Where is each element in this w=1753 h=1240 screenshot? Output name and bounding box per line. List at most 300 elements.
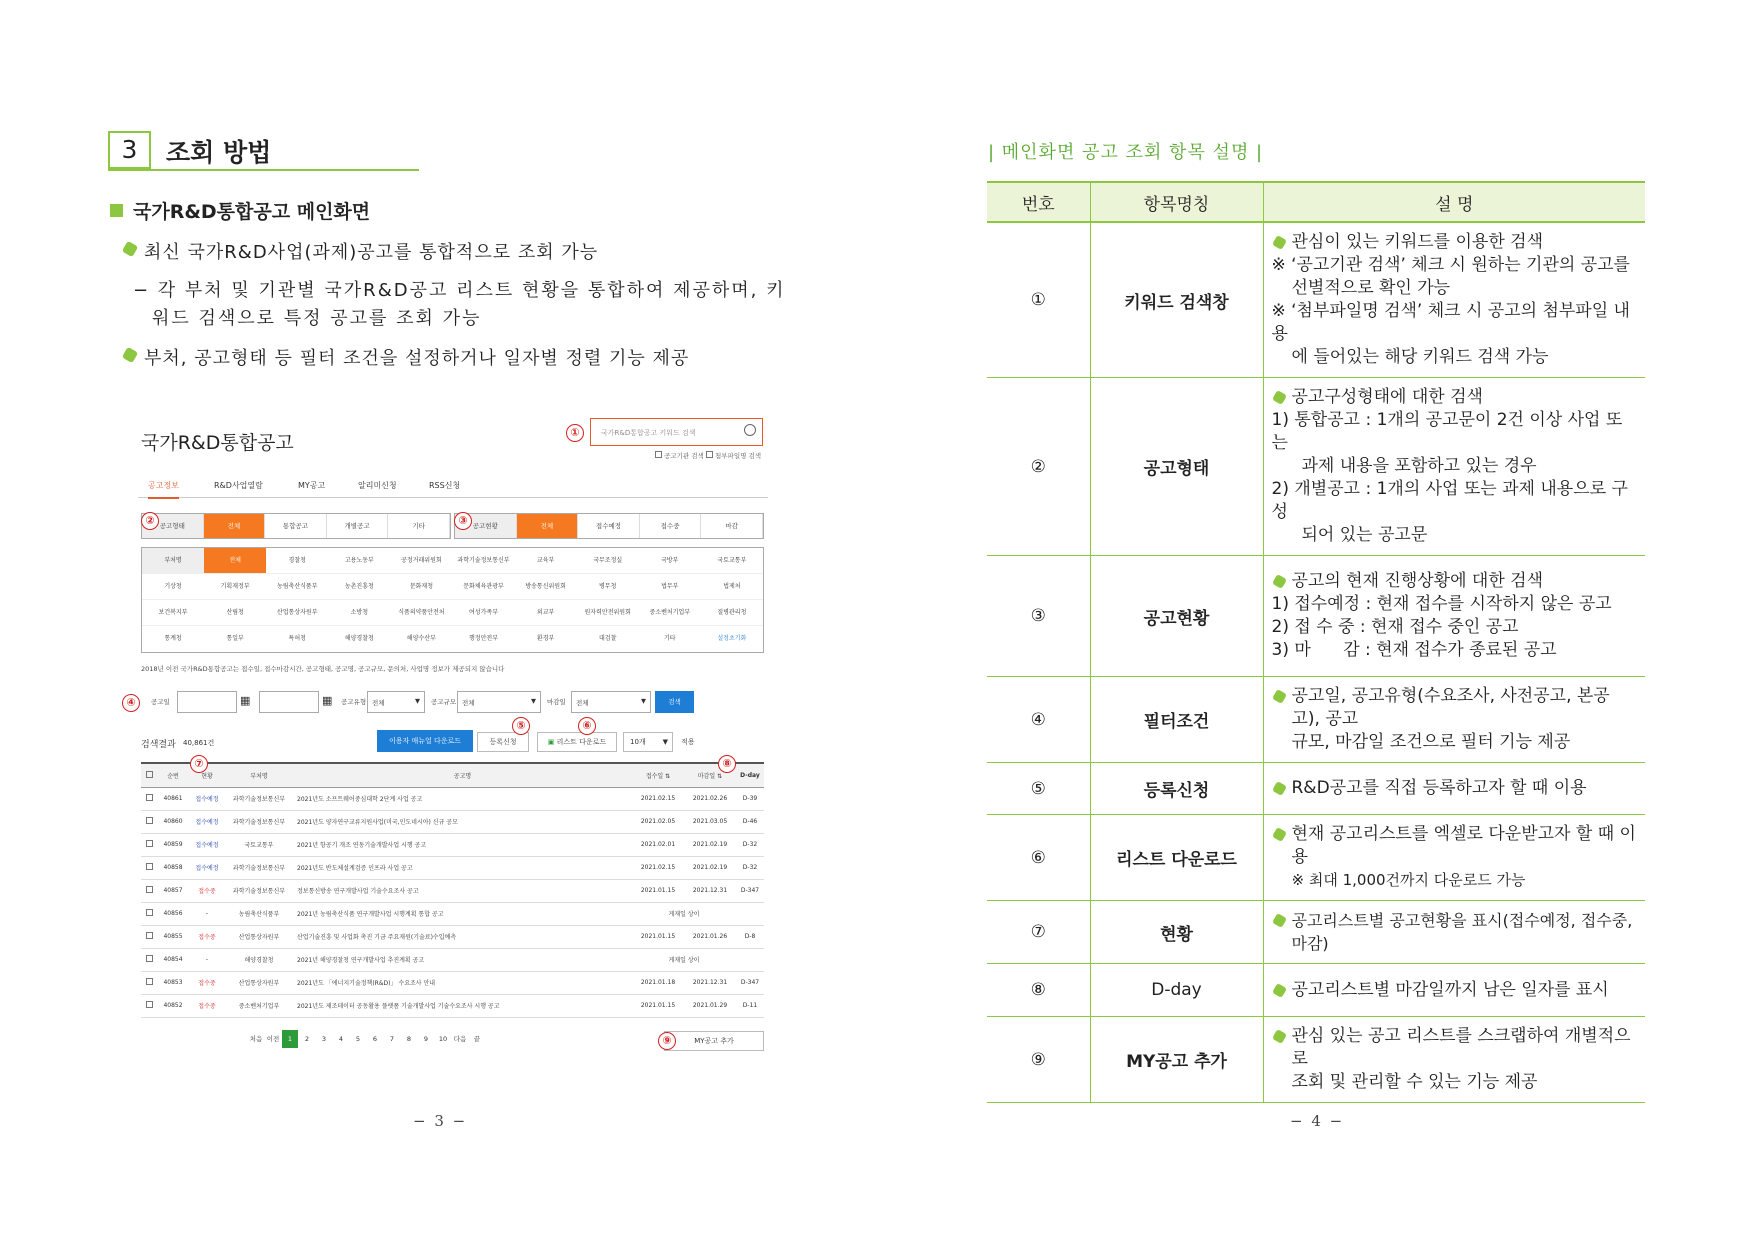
marker-3: ③ (454, 512, 472, 530)
table-row[interactable] (141, 856, 764, 879)
bullet-icon (1271, 689, 1286, 704)
page-link[interactable]: 1 (282, 1030, 298, 1048)
col-end-date-label: 마감일 (697, 772, 716, 780)
type-filter (141, 513, 451, 539)
dept-option[interactable]: 행정안전부 (469, 635, 498, 642)
dept-option[interactable]: 전체 (204, 548, 266, 573)
dept-option[interactable]: 특허청 (288, 635, 306, 642)
dept-option[interactable]: 여성가족부 (469, 609, 498, 616)
status-option-all[interactable]: 전체 (517, 514, 579, 538)
excel-icon: ▣ (547, 738, 555, 746)
dept-option[interactable]: 병무청 (599, 583, 617, 590)
cell-status: 접수예정 (189, 810, 225, 833)
type-label: 공고유형 (341, 698, 367, 706)
cell-end: 2021.01.29 (684, 994, 736, 1017)
bullet-1 (124, 238, 598, 264)
cell-end: 2021.02.19 (684, 833, 736, 856)
desc-line: 선별적으로 확인 가능 (1291, 278, 1451, 298)
type-option-individual[interactable]: 개별공고 (327, 514, 389, 538)
dept-option[interactable]: 교육부 (536, 557, 555, 564)
cell-title[interactable]: 2021년 항공기 개조 연동기술개발사업 시행 공고 (293, 833, 632, 856)
section-number: 3 (108, 131, 151, 169)
row-checkbox[interactable] (146, 955, 153, 962)
row-checkbox[interactable] (146, 840, 153, 847)
hexagon-bullet-icon (122, 241, 138, 257)
desc-row (987, 964, 1645, 1017)
marker-9: ⑨ (658, 1032, 676, 1050)
desc-row (987, 763, 1645, 815)
row-name: 필터조건 (1090, 677, 1263, 763)
subheading-text: 국가R&D통합공고 메인화면 (133, 201, 371, 223)
cell-no: 40860 (157, 810, 189, 833)
deadline-select-value: 전체 (576, 699, 589, 707)
cell-dday: D-46 (736, 810, 764, 833)
pagination (248, 1030, 486, 1048)
row-checkbox[interactable] (146, 932, 153, 939)
desc-row (987, 901, 1645, 964)
bullet-2-text: 부처, 공고형태 등 필터 조건을 설정하거나 일자별 정렬 기능 제공 (144, 348, 690, 369)
col-no: 순번 (157, 763, 189, 787)
cell-dday (736, 948, 764, 971)
row-description (1263, 901, 1645, 964)
department-filter (141, 547, 764, 653)
row-checkbox[interactable] (146, 1001, 153, 1008)
type-select-value: 전체 (372, 699, 385, 707)
end-date-input[interactable] (259, 691, 319, 713)
dept-option[interactable]: 경찰청 (288, 557, 306, 564)
cell-status: 접수예정 (189, 833, 225, 856)
cell-no: 40857 (157, 879, 189, 902)
dept-option[interactable]: 중소벤처기업부 (649, 609, 691, 616)
cell-dept: 과학기술정보통신부 (225, 856, 293, 879)
cell-no: 40854 (157, 948, 189, 971)
desc-line: 현재 공고리스트를 엑셀로 다운받고자 할 때 이용 (1291, 824, 1636, 867)
cell-dday (736, 902, 764, 925)
dash-line-1: − 각 부처 및 기관별 국가R&D공고 리스트 현황을 통합하여 제공하며, 키 (133, 280, 786, 301)
result-count: 40,861건 (183, 739, 215, 747)
list-download-label: 리스트 다운로드 (556, 738, 607, 746)
legacy-notice: 2018년 이전 국가R&D통합공고는 접수일, 접수마감시간, 공고형태, 공고명, 공고규모, 문의처, 사업명 정보가 제공되지 않습니다 (141, 665, 505, 673)
table-row[interactable] (141, 902, 764, 925)
bullet-1-text: 최신 국가R&D사업(과제)공고를 통합적으로 조회 가능 (144, 242, 599, 263)
cell-title[interactable]: 2021년도 소프트웨어중심대학 2단계 사업 공고 (293, 787, 632, 810)
desc-line: 1) 통합공고 : 1개의 공고문이 2건 이상 사업 또는 (1271, 410, 1623, 453)
cell-date-merged: 게재일 상이 (632, 902, 736, 925)
cell-dday: D-347 (736, 879, 764, 902)
desc-line: R&D공고를 직접 등록하고자 할 때 이용 (1291, 778, 1587, 798)
desc-header-row (987, 182, 1645, 222)
menu-item-my-notice[interactable]: MY공고 (298, 481, 326, 490)
dept-option[interactable]: 통일부 (226, 635, 244, 642)
desc-row (987, 222, 1645, 378)
page-size-value: 10개 (630, 738, 646, 746)
cell-dday: D-32 (736, 833, 764, 856)
chevron-down-icon: ▼ (662, 738, 668, 746)
page-link[interactable]: 8 (406, 1035, 412, 1043)
page-link[interactable]: 9 (423, 1035, 429, 1043)
cell-status: 접수예정 (189, 856, 225, 879)
row-name: 현황 (1090, 901, 1263, 964)
desc-line: ※ ‘첨부파일명 검색’ 체크 시 공고의 첨부파일 내용 (1271, 301, 1630, 344)
cell-title[interactable]: 산업기술진흥 및 사업화 촉진 기금 주요재원(기술료)수입예측 (293, 925, 632, 948)
chevron-down-icon: ▼ (415, 697, 420, 705)
cell-no: 40852 (157, 994, 189, 1017)
cell-title[interactable]: 2021년 농림축산식품 연구개발사업 시행계획 통합 공고 (293, 902, 632, 925)
row-description (1263, 378, 1645, 556)
row-checkbox[interactable] (146, 886, 153, 893)
row-number: ③ (987, 556, 1090, 677)
apply-button[interactable]: 적용 (681, 738, 695, 746)
description-table (987, 181, 1645, 1103)
menu-item-rnd-projects[interactable]: R&D사업열람 (214, 481, 263, 490)
page-link[interactable]: 6 (372, 1035, 378, 1043)
search-placeholder: 국가R&D통합공고 키워드 검색 (601, 429, 696, 437)
page-link[interactable]: 10 (438, 1035, 448, 1043)
cell-no: 40855 (157, 925, 189, 948)
cell-status: - (189, 902, 225, 925)
dept-option[interactable]: 기획재정부 (220, 583, 250, 590)
my-notice-add-button[interactable]: MY공고 추가 (664, 1031, 764, 1051)
cell-dept: 과학기술정보통신부 (225, 879, 293, 902)
page-number-left: − 3 − (413, 1112, 468, 1130)
dept-option[interactable]: 대검찰 (599, 635, 617, 642)
cell-dday: D-347 (736, 971, 764, 994)
marker-4: ④ (122, 694, 140, 712)
table-row[interactable] (141, 879, 764, 902)
dept-option[interactable]: 국방부 (661, 557, 679, 564)
cell-no: 40859 (157, 833, 189, 856)
section-header (108, 131, 419, 171)
cell-dday: D-8 (736, 925, 764, 948)
cell-dept: 중소벤처기업부 (225, 994, 293, 1017)
cell-start: 2021.01.18 (632, 971, 684, 994)
desc-line: 공고일, 공고유형(수요조사, 사전공고, 본공고), 공고 (1291, 686, 1610, 729)
marker-7: ⑦ (190, 755, 208, 773)
cell-title[interactable]: 정보통신방송 연구개발사업 기술수요조사 공고 (293, 879, 632, 902)
desc-line: 공고의 현재 진행상황에 대한 검색 (1291, 571, 1544, 591)
cell-start: 2021.02.15 (632, 856, 684, 879)
chevron-down-icon: ▼ (531, 697, 536, 705)
list-download-button[interactable] (537, 732, 617, 752)
dept-option[interactable]: 농촌진흥청 (344, 583, 374, 590)
dept-filter-label: 부처명 (142, 548, 204, 573)
desc-row (987, 556, 1645, 677)
row-number: ⑦ (987, 901, 1090, 964)
dept-option[interactable]: 산림청 (226, 609, 244, 616)
menu-item-notice-info[interactable]: 공고정보 (148, 480, 179, 499)
desc-line: 규모, 마감일 조건으로 필터 기능 제공 (1291, 732, 1571, 752)
page-number-right: − 4 − (1290, 1112, 1345, 1130)
deadline-select[interactable] (571, 691, 651, 713)
bullet-icon (1271, 827, 1286, 842)
portal-screenshot (126, 412, 768, 1062)
search-button[interactable]: 검색 (655, 691, 694, 713)
page-link[interactable]: 2 (304, 1035, 310, 1043)
cell-start: 2021.02.01 (632, 833, 684, 856)
row-checkbox[interactable] (146, 909, 153, 916)
dept-option[interactable]: 과학기술정보통신부 (457, 557, 510, 564)
cell-status: 접수중 (189, 879, 225, 902)
table-row[interactable] (141, 787, 764, 810)
cell-title[interactable]: 2021년도 「에너지기술정책(R&D)」 수요조사 안내 (293, 971, 632, 994)
row-name: 공고현황 (1090, 556, 1263, 677)
agency-search-label: 공고기관 검색 (664, 452, 704, 460)
cell-dept: 농림축산식품부 (225, 902, 293, 925)
desc-row (987, 1017, 1645, 1103)
cell-date-merged: 게재일 상이 (632, 948, 736, 971)
desc-line: 공고구성형태에 대한 검색 (1291, 387, 1483, 407)
cell-end: 2021.03.05 (684, 810, 736, 833)
row-number: ② (987, 378, 1090, 556)
status-option-upcoming[interactable]: 접수예정 (578, 514, 640, 538)
menu-item-rss[interactable]: RSS신청 (429, 481, 461, 490)
table-row[interactable] (141, 994, 764, 1017)
row-name: MY공고 추가 (1090, 1017, 1263, 1103)
cell-dept: 해양경찰청 (225, 948, 293, 971)
dept-option[interactable]: 고용노동부 (344, 557, 374, 564)
dept-option[interactable]: 문화체육관광부 (463, 583, 504, 590)
row-checkbox[interactable] (146, 817, 153, 824)
desc-line: ※ 최대 1,000건까지 다운로드 가능 (1291, 871, 1526, 889)
right-page-title: | 메인화면 공고 조회 항목 설명 | (988, 142, 1264, 163)
dept-option[interactable]: 문화재청 (409, 583, 434, 590)
row-name: 공고형태 (1090, 378, 1263, 556)
subheading (110, 197, 370, 224)
bullet-icon (1271, 913, 1286, 928)
keyword-search-input[interactable] (590, 418, 763, 446)
dept-option[interactable]: 국토교통부 (717, 557, 747, 564)
dash-line-2: 워드 검색으로 특정 공고를 조회 가능 (152, 308, 482, 329)
desc-line: 3) 마 감 : 현재 접수가 종료된 공고 (1271, 640, 1557, 660)
site-logo[interactable]: 국가R&D통합공고 (141, 432, 294, 454)
cell-start: 2021.02.05 (632, 810, 684, 833)
search-icon[interactable] (744, 424, 756, 436)
page-last[interactable]: 끝 (473, 1035, 481, 1043)
dept-option[interactable]: 보건복지부 (158, 609, 188, 616)
dept-option[interactable]: 농림축산식품부 (276, 583, 318, 590)
row-description (1263, 556, 1645, 677)
attachment-search-label: 첨부파일명 검색 (714, 452, 762, 460)
search-options (655, 451, 761, 460)
col-start-date-label: 접수일 (645, 772, 664, 780)
table-row[interactable] (141, 948, 764, 971)
type-option-all[interactable]: 전체 (204, 514, 266, 538)
row-checkbox[interactable] (146, 863, 153, 870)
page-link[interactable]: 7 (389, 1035, 395, 1043)
cell-dept: 과학기술정보통신부 (225, 787, 293, 810)
page-link[interactable]: 5 (355, 1035, 361, 1043)
cell-dday: D-39 (736, 787, 764, 810)
attachment-search-checkbox[interactable] (706, 451, 713, 458)
cell-status: - (189, 948, 225, 971)
dept-option[interactable]: 공정거래위원회 (401, 557, 442, 564)
desc-row (987, 677, 1645, 763)
header-name: 항목명칭 (1090, 182, 1263, 222)
col-title: 공고명 (293, 763, 632, 787)
cell-start: 2021.02.15 (632, 787, 684, 810)
desc-line: 1) 접수예정 : 현재 접수를 시작하지 않은 공고 (1271, 594, 1612, 614)
scale-label: 공고규모 (431, 698, 457, 706)
cell-title[interactable]: 2021년도 양자연구교류지원사업(미국,인도네시아) 신규 공모 (293, 810, 632, 833)
main-menu (138, 472, 768, 498)
scale-select-value: 전체 (462, 699, 475, 707)
dept-option[interactable]: 산업통상자원부 (276, 609, 318, 616)
status-filter-label: 공고현황 (455, 514, 517, 538)
desc-line: 공고리스트별 마감일까지 남은 일자를 표시 (1291, 979, 1609, 1000)
start-date-input[interactable] (177, 691, 237, 713)
dept-option[interactable]: 방송통신위원회 (525, 583, 566, 590)
bullet-icon (1271, 781, 1286, 796)
dept-option[interactable]: 법제처 (723, 583, 741, 590)
cell-no: 40853 (157, 971, 189, 994)
row-number: ① (987, 222, 1090, 378)
page-prev[interactable]: 이전 (266, 1035, 280, 1043)
type-select[interactable] (367, 691, 425, 713)
chevron-down-icon: ▼ (641, 697, 646, 705)
dept-option[interactable]: 식품의약품안전처 (398, 609, 445, 616)
cell-dday: D-11 (736, 994, 764, 1017)
cell-dday: D-32 (736, 856, 764, 879)
desc-line: 2) 개별공고 : 1개의 사업 또는 과제 내용으로 구성 (1271, 479, 1628, 522)
dept-option[interactable]: 국무조정실 (593, 557, 623, 564)
bullet-icon (1271, 235, 1286, 250)
register-button[interactable]: 등록신청 (477, 732, 529, 752)
agency-search-checkbox[interactable] (655, 451, 662, 458)
desc-line: 2) 접 수 중 : 현재 접수 중인 공고 (1271, 617, 1519, 637)
marker-1: ① (566, 424, 584, 442)
row-number: ⑨ (987, 1017, 1090, 1103)
table-row[interactable] (141, 810, 764, 833)
hexagon-bullet-icon (122, 347, 138, 363)
status-filter (454, 513, 764, 539)
cell-title[interactable]: 2021년도 제조데이터 공동활용 플랫폼 기술개발사업 기술수요조사 시행 공고 (293, 994, 632, 1017)
table-row[interactable] (141, 833, 764, 856)
cell-dept: 국토교통부 (225, 833, 293, 856)
col-status: 현황 (189, 763, 225, 787)
header-no: 번호 (987, 182, 1090, 222)
cell-end: 2021.12.31 (684, 879, 736, 902)
status-option-closed[interactable]: 마감 (701, 514, 763, 538)
type-filter-label: 공고형태 (142, 514, 204, 538)
table-row[interactable] (141, 925, 764, 948)
bullet-icon (1271, 1029, 1286, 1044)
cell-start: 2021.01.15 (632, 925, 684, 948)
cell-no: 40858 (157, 856, 189, 879)
cell-status: 접수중 (189, 925, 225, 948)
bullet-2 (124, 344, 689, 370)
dept-option[interactable]: 원자력안전위원회 (584, 609, 631, 616)
row-checkbox[interactable] (146, 794, 153, 801)
row-description (1263, 763, 1645, 815)
page-link[interactable]: 4 (338, 1035, 344, 1043)
row-checkbox[interactable] (146, 978, 153, 985)
cell-start: 2021.01.15 (632, 994, 684, 1017)
dept-option[interactable]: 통계청 (164, 635, 182, 642)
table-row[interactable] (141, 971, 764, 994)
select-all-checkbox[interactable] (141, 763, 157, 787)
cell-dept: 산업통상자원부 (225, 971, 293, 994)
page-size-select[interactable] (623, 732, 673, 752)
calendar-icon[interactable]: ▦ (322, 694, 333, 707)
desc-row (987, 378, 1645, 556)
marker-2: ② (141, 512, 159, 530)
col-dept: 부처명 (225, 763, 293, 787)
deadline-label: 마감일 (547, 698, 566, 706)
cell-dept: 과학기술정보통신부 (225, 810, 293, 833)
desc-line: 조회 및 관리할 수 있는 기능 제공 (1291, 1072, 1538, 1092)
row-name: D-day (1090, 964, 1263, 1017)
dept-option[interactable]: 외교부 (536, 609, 555, 616)
status-option-open[interactable]: 접수중 (640, 514, 702, 538)
row-name: 키워드 검색창 (1090, 222, 1263, 378)
result-row (141, 730, 764, 752)
dept-option[interactable]: 소방청 (350, 609, 369, 616)
cell-no: 40861 (157, 787, 189, 810)
desc-line: 공고리스트별 공고현황을 표시(접수예정, 접수중, 마감) (1291, 911, 1633, 953)
row-name: 리스트 다운로드 (1090, 815, 1263, 901)
row-description (1263, 677, 1645, 763)
col-dday: D-day (736, 763, 764, 787)
cell-title[interactable]: 2021년도 반도체설계검증 인프라 사업 공고 (293, 856, 632, 879)
result-label: 검색결과 (141, 740, 176, 750)
row-description (1263, 1017, 1645, 1103)
desc-line: 관심 있는 공고 리스트를 스크랩하여 개별적으로 (1291, 1026, 1631, 1069)
reset-filter-button[interactable]: 설정초기화 (717, 635, 747, 642)
header-desc: 설 명 (1263, 182, 1645, 222)
dept-option[interactable]: 해양경찰청 (344, 635, 374, 642)
page-link[interactable]: 3 (321, 1035, 327, 1043)
filter-row (141, 691, 764, 713)
desc-row (987, 815, 1645, 901)
dept-option[interactable]: 기타 (664, 635, 676, 642)
marker-8: ⑧ (718, 755, 736, 773)
menu-item-alert[interactable]: 알리미신청 (358, 481, 397, 490)
dept-option[interactable]: 질병관리청 (717, 609, 747, 616)
desc-line: 되어 있는 공고문 (1301, 525, 1428, 545)
desc-line: 관심이 있는 키워드를 이용한 검색 (1291, 232, 1544, 252)
marker-5: ⑤ (512, 717, 530, 735)
cell-status: 접수예정 (189, 787, 225, 810)
cell-title[interactable]: 2021년 해양경찰청 연구개발사업 추진계획 공고 (293, 948, 632, 971)
desc-line: 에 들어있는 해당 키워드 검색 가능 (1291, 347, 1549, 367)
dept-option[interactable]: 환경부 (536, 635, 555, 642)
cell-end: 2021.02.26 (684, 787, 736, 810)
row-description (1263, 964, 1645, 1017)
type-option-other[interactable]: 기타 (388, 514, 450, 538)
notice-table (141, 762, 764, 1018)
scale-select[interactable] (457, 691, 541, 713)
square-bullet-icon (110, 204, 123, 217)
row-number: ⑤ (987, 763, 1090, 815)
cell-dept: 산업통상자원부 (225, 925, 293, 948)
manual-download-button[interactable]: 이용자 매뉴얼 다운로드 (377, 730, 473, 752)
dept-option[interactable]: 법무부 (661, 583, 679, 590)
cell-end: 2021.01.26 (684, 925, 736, 948)
calendar-icon[interactable]: ▦ (240, 694, 251, 707)
dept-option[interactable]: 해양수산부 (406, 635, 436, 642)
bullet-icon (1271, 574, 1286, 589)
table-header-row (141, 763, 764, 787)
cell-status: 접수중 (189, 994, 225, 1017)
type-option-integrated[interactable]: 통합공고 (265, 514, 327, 538)
dept-option[interactable]: 기상청 (164, 583, 182, 590)
col-end-date[interactable]: 마감일 ⇅ (684, 763, 736, 787)
row-number: ⑧ (987, 964, 1090, 1017)
col-start-date[interactable]: 접수일 ⇅ (632, 763, 684, 787)
page-next[interactable]: 다음 (453, 1035, 467, 1043)
date-label: 공고일 (151, 698, 170, 706)
page-first[interactable]: 처음 (249, 1035, 263, 1043)
